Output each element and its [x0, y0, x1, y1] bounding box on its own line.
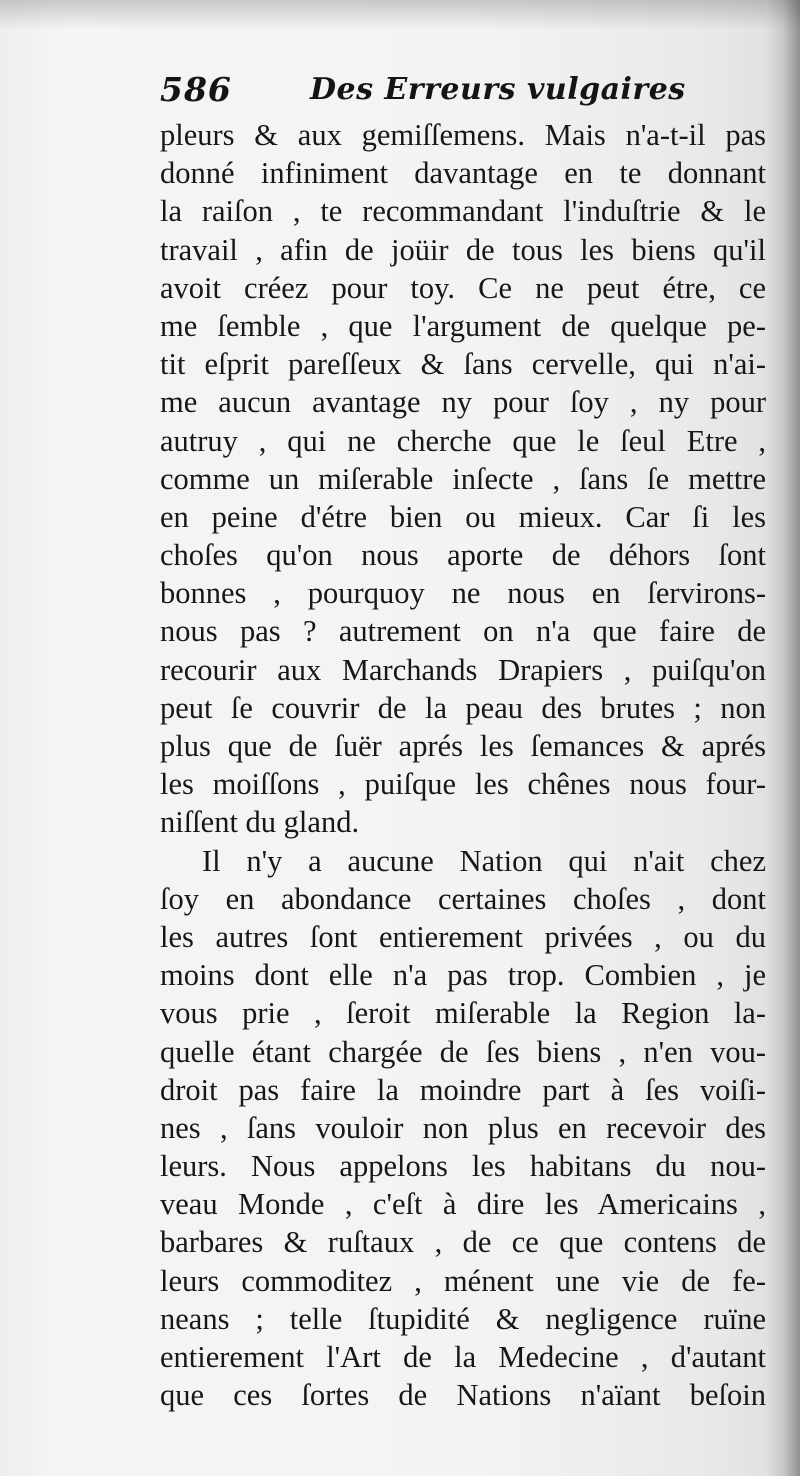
page-gutter-shadow	[766, 0, 800, 1476]
page-top-shadow	[0, 0, 800, 30]
text-line: leurs commoditez , ménent une vie de fe-	[160, 1263, 766, 1298]
text-line: pleurs & aux gemiſſemens. Mais n'a-t-il pas	[160, 118, 766, 152]
text-line: choſes qu'on nous aporte de déhors ſont	[160, 538, 766, 573]
text-line: autruy , qui ne cherche que le ſeul Etre ,	[160, 423, 766, 458]
text-line: peut ſe couvrir de la peau des brutes ; non	[160, 690, 766, 725]
text-line: neans ; telle ſtupidité & negligence ruïne	[160, 1301, 766, 1336]
text-line: quelle étant chargée de ſes biens , n'en vou-	[160, 1034, 766, 1069]
text-line: barbares & ruſtaux , de ce que contens de	[160, 1225, 766, 1260]
text-line: avoit créez pour toy. Ce ne peut étre, ce	[160, 270, 766, 305]
text-line: nes , ſans vouloir non plus en recevoir des	[160, 1110, 766, 1145]
page-header	[160, 70, 760, 116]
text-line: Il n'y a aucune Nation qui n'ait chez	[202, 843, 766, 878]
text-line: comme un miſerable inſecte , ſans ſe mettre	[160, 461, 766, 496]
text-line: entierement l'Art de la Medecine , d'autant	[160, 1340, 766, 1374]
text-line: vous prie , ſeroit miſerable la Region la-	[160, 996, 766, 1031]
text-line: plus que de ſuër aprés les ſemances & aprés	[160, 729, 766, 763]
text-line: tit eſprit pareſſeux & ſans cervelle, qui n'ai-	[160, 347, 766, 382]
text-line: droit pas faire la moindre part à ſes voiſi-	[160, 1072, 766, 1107]
text-line: en peine d'étre bien ou mieux. Car ſi les	[160, 499, 766, 534]
text-line: la raiſon , te recommandant l'induſtrie & le	[160, 194, 766, 229]
text-line: recourir aux Marchands Drapiers , puiſqu'on	[160, 652, 766, 687]
text-line: veau Monde , c'eſt à dire les Americains ,	[160, 1187, 766, 1222]
text-line: les autres ſont entierement privées , ou du	[160, 919, 766, 954]
page-number: 586	[160, 70, 232, 109]
text-line: niſſent du gland.	[160, 805, 360, 840]
text-line: ſoy en abondance certaines choſes , dont	[160, 881, 766, 916]
text-line: me aucun avantage ny pour ſoy , ny pour	[160, 385, 766, 420]
text-line: bonnes , pourquoy ne nous en ſervirons-	[160, 576, 766, 611]
running-head: Des Erreurs vulgaires	[310, 72, 686, 107]
text-line: travail , afin de joüir de tous les biens qu'il	[160, 232, 766, 267]
text-line: que ces ſortes de Nations n'aïant beſoin	[160, 1378, 766, 1413]
text-line: donné infiniment davantage en te donnant	[160, 156, 766, 191]
text-line: me ſemble , que l'argument de quelque pe-	[160, 308, 766, 343]
body-text	[160, 116, 766, 1414]
text-line: nous pas ? autrement on n'a que faire de	[160, 614, 766, 649]
text-line: moins dont elle n'a pas trop. Combien , je	[160, 958, 766, 993]
text-line: leurs. Nous appelons les habitans du nou-	[160, 1149, 766, 1184]
text-line: les moiſſons , puiſque les chênes nous four-	[160, 767, 766, 802]
